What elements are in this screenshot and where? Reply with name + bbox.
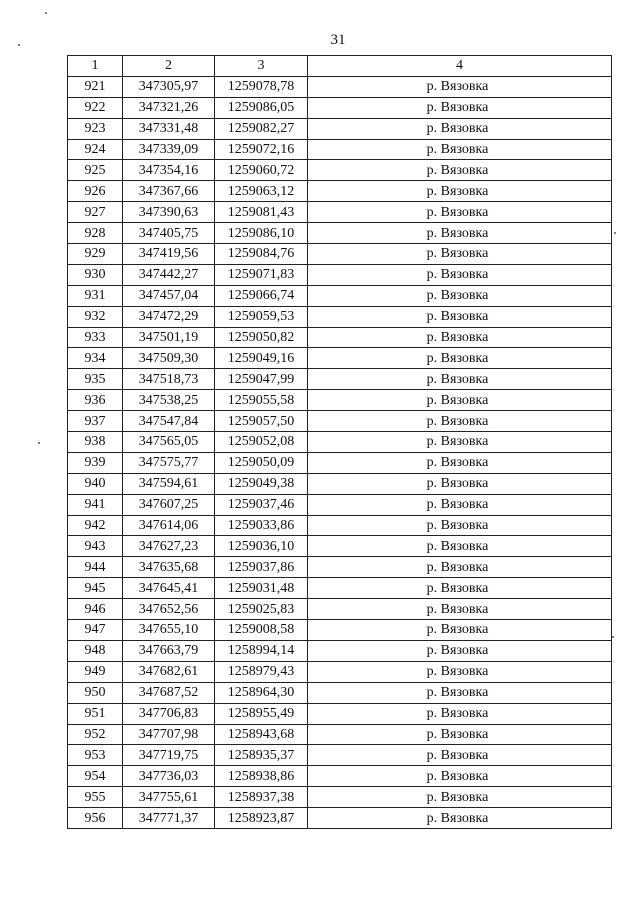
y-coordinate-cell: 1259008,58	[215, 620, 308, 641]
table-row	[68, 97, 612, 118]
table-row	[68, 787, 612, 808]
x-coordinate-cell: 347707,98	[123, 724, 215, 745]
x-coordinate-cell: 347614,06	[123, 515, 215, 536]
description-cell: р. Вязовка	[308, 181, 612, 202]
scan-speck	[612, 636, 614, 638]
point-number-cell: 923	[68, 118, 123, 139]
y-coordinate-cell: 1258964,30	[215, 682, 308, 703]
description-cell: р. Вязовка	[308, 118, 612, 139]
x-coordinate-cell: 347419,56	[123, 244, 215, 265]
x-coordinate-cell: 347575,77	[123, 452, 215, 473]
point-number-cell: 954	[68, 766, 123, 787]
point-number-cell: 951	[68, 703, 123, 724]
point-number-cell: 944	[68, 557, 123, 578]
x-coordinate-cell: 347518,73	[123, 369, 215, 390]
scan-speck	[38, 442, 40, 444]
table-row	[68, 327, 612, 348]
y-coordinate-cell: 1259033,86	[215, 515, 308, 536]
y-coordinate-cell: 1259063,12	[215, 181, 308, 202]
table-row	[68, 640, 612, 661]
y-coordinate-cell: 1258979,43	[215, 661, 308, 682]
description-cell: р. Вязовка	[308, 76, 612, 97]
y-coordinate-cell: 1259072,16	[215, 139, 308, 160]
table-row	[68, 536, 612, 557]
description-cell: р. Вязовка	[308, 808, 612, 829]
y-coordinate-cell: 1259055,58	[215, 390, 308, 411]
x-coordinate-cell: 347321,26	[123, 97, 215, 118]
page-number: 31	[330, 32, 346, 48]
point-number-cell: 939	[68, 452, 123, 473]
point-number-cell: 926	[68, 181, 123, 202]
y-coordinate-cell: 1258955,49	[215, 703, 308, 724]
point-number-cell: 929	[68, 244, 123, 265]
y-coordinate-cell: 1259049,16	[215, 348, 308, 369]
description-cell: р. Вязовка	[308, 724, 612, 745]
table-row	[68, 139, 612, 160]
description-cell: р. Вязовка	[308, 745, 612, 766]
table-header-row	[68, 56, 612, 77]
description-cell: р. Вязовка	[308, 682, 612, 703]
description-cell: р. Вязовка	[308, 578, 612, 599]
point-number-cell: 935	[68, 369, 123, 390]
description-cell: р. Вязовка	[308, 327, 612, 348]
table-row	[68, 76, 612, 97]
x-coordinate-cell: 347627,23	[123, 536, 215, 557]
point-number-cell: 953	[68, 745, 123, 766]
description-cell: р. Вязовка	[308, 766, 612, 787]
point-number-cell: 922	[68, 97, 123, 118]
description-cell: р. Вязовка	[308, 202, 612, 223]
x-coordinate-cell: 347682,61	[123, 661, 215, 682]
table-row	[68, 452, 612, 473]
point-number-cell: 924	[68, 139, 123, 160]
y-coordinate-cell: 1259082,27	[215, 118, 308, 139]
x-coordinate-cell: 347405,75	[123, 223, 215, 244]
table-row	[68, 599, 612, 620]
y-coordinate-cell: 1258943,68	[215, 724, 308, 745]
point-number-cell: 945	[68, 578, 123, 599]
table-row	[68, 411, 612, 432]
y-coordinate-cell: 1258937,38	[215, 787, 308, 808]
point-number-cell: 925	[68, 160, 123, 181]
scan-speck	[45, 12, 47, 14]
point-number-cell: 941	[68, 494, 123, 515]
table-row	[68, 181, 612, 202]
x-coordinate-cell: 347771,37	[123, 808, 215, 829]
y-coordinate-cell: 1259084,76	[215, 244, 308, 265]
description-cell: р. Вязовка	[308, 244, 612, 265]
table-row	[68, 557, 612, 578]
x-coordinate-cell: 347457,04	[123, 285, 215, 306]
x-coordinate-cell: 347736,03	[123, 766, 215, 787]
x-coordinate-cell: 347472,29	[123, 306, 215, 327]
table-row	[68, 244, 612, 265]
description-cell: р. Вязовка	[308, 787, 612, 808]
y-coordinate-cell: 1259066,74	[215, 285, 308, 306]
point-number-cell: 931	[68, 285, 123, 306]
y-coordinate-cell: 1259078,78	[215, 76, 308, 97]
table-row	[68, 432, 612, 453]
point-number-cell: 937	[68, 411, 123, 432]
x-coordinate-cell: 347339,09	[123, 139, 215, 160]
y-coordinate-cell: 1259086,10	[215, 223, 308, 244]
column-header-3: 3	[215, 56, 308, 77]
x-coordinate-cell: 347594,61	[123, 473, 215, 494]
description-cell: р. Вязовка	[308, 515, 612, 536]
x-coordinate-cell: 347607,25	[123, 494, 215, 515]
table-row	[68, 160, 612, 181]
x-coordinate-cell: 347547,84	[123, 411, 215, 432]
table-row	[68, 515, 612, 536]
point-number-cell: 948	[68, 640, 123, 661]
description-cell: р. Вязовка	[308, 369, 612, 390]
point-number-cell: 946	[68, 599, 123, 620]
x-coordinate-cell: 347706,83	[123, 703, 215, 724]
point-number-cell: 930	[68, 264, 123, 285]
x-coordinate-cell: 347645,41	[123, 578, 215, 599]
table-row	[68, 766, 612, 787]
y-coordinate-cell: 1258994,14	[215, 640, 308, 661]
description-cell: р. Вязовка	[308, 536, 612, 557]
table-body	[68, 76, 612, 828]
point-number-cell: 955	[68, 787, 123, 808]
y-coordinate-cell: 1259037,46	[215, 494, 308, 515]
y-coordinate-cell: 1259052,08	[215, 432, 308, 453]
y-coordinate-cell: 1259025,83	[215, 599, 308, 620]
description-cell: р. Вязовка	[308, 411, 612, 432]
description-cell: р. Вязовка	[308, 452, 612, 473]
point-number-cell: 943	[68, 536, 123, 557]
description-cell: р. Вязовка	[308, 160, 612, 181]
y-coordinate-cell: 1259071,83	[215, 264, 308, 285]
description-cell: р. Вязовка	[308, 223, 612, 244]
description-cell: р. Вязовка	[308, 703, 612, 724]
table-row	[68, 223, 612, 244]
y-coordinate-cell: 1259059,53	[215, 306, 308, 327]
point-number-cell: 934	[68, 348, 123, 369]
y-coordinate-cell: 1259049,38	[215, 473, 308, 494]
x-coordinate-cell: 347390,63	[123, 202, 215, 223]
x-coordinate-cell: 347305,97	[123, 76, 215, 97]
point-number-cell: 932	[68, 306, 123, 327]
y-coordinate-cell: 1258938,86	[215, 766, 308, 787]
point-number-cell: 950	[68, 682, 123, 703]
y-coordinate-cell: 1259037,86	[215, 557, 308, 578]
table-row	[68, 202, 612, 223]
y-coordinate-cell: 1259050,82	[215, 327, 308, 348]
y-coordinate-cell: 1259050,09	[215, 452, 308, 473]
point-number-cell: 921	[68, 76, 123, 97]
column-header-1: 1	[68, 56, 123, 77]
x-coordinate-cell: 347687,52	[123, 682, 215, 703]
y-coordinate-cell: 1259086,05	[215, 97, 308, 118]
table-row	[68, 306, 612, 327]
x-coordinate-cell: 347755,61	[123, 787, 215, 808]
point-number-cell: 956	[68, 808, 123, 829]
table-row	[68, 473, 612, 494]
x-coordinate-cell: 347501,19	[123, 327, 215, 348]
point-number-cell: 928	[68, 223, 123, 244]
point-number-cell: 942	[68, 515, 123, 536]
table-row	[68, 620, 612, 641]
point-number-cell: 947	[68, 620, 123, 641]
point-number-cell: 927	[68, 202, 123, 223]
y-coordinate-cell: 1259031,48	[215, 578, 308, 599]
x-coordinate-cell: 347655,10	[123, 620, 215, 641]
table-row	[68, 369, 612, 390]
description-cell: р. Вязовка	[308, 348, 612, 369]
description-cell: р. Вязовка	[308, 494, 612, 515]
table-row	[68, 348, 612, 369]
table-row	[68, 118, 612, 139]
table-row	[68, 390, 612, 411]
y-coordinate-cell: 1259036,10	[215, 536, 308, 557]
table-row	[68, 745, 612, 766]
description-cell: р. Вязовка	[308, 97, 612, 118]
x-coordinate-cell: 347719,75	[123, 745, 215, 766]
description-cell: р. Вязовка	[308, 285, 612, 306]
y-coordinate-cell: 1259057,50	[215, 411, 308, 432]
table-row	[68, 661, 612, 682]
y-coordinate-cell: 1258935,37	[215, 745, 308, 766]
point-number-cell: 938	[68, 432, 123, 453]
x-coordinate-cell: 347538,25	[123, 390, 215, 411]
table-row	[68, 808, 612, 829]
column-header-4: 4	[308, 56, 612, 77]
y-coordinate-cell: 1259047,99	[215, 369, 308, 390]
point-number-cell: 940	[68, 473, 123, 494]
table-row	[68, 578, 612, 599]
table-row	[68, 494, 612, 515]
description-cell: р. Вязовка	[308, 139, 612, 160]
description-cell: р. Вязовка	[308, 599, 612, 620]
description-cell: р. Вязовка	[308, 661, 612, 682]
description-cell: р. Вязовка	[308, 620, 612, 641]
x-coordinate-cell: 347663,79	[123, 640, 215, 661]
point-number-cell: 949	[68, 661, 123, 682]
column-header-2: 2	[123, 56, 215, 77]
table-row	[68, 724, 612, 745]
coordinates-table	[67, 55, 612, 829]
table-row	[68, 682, 612, 703]
y-coordinate-cell: 1258923,87	[215, 808, 308, 829]
point-number-cell: 936	[68, 390, 123, 411]
x-coordinate-cell: 347442,27	[123, 264, 215, 285]
table-row	[68, 264, 612, 285]
y-coordinate-cell: 1259081,43	[215, 202, 308, 223]
scan-speck	[614, 232, 616, 234]
x-coordinate-cell: 347635,68	[123, 557, 215, 578]
x-coordinate-cell: 347331,48	[123, 118, 215, 139]
x-coordinate-cell: 347652,56	[123, 599, 215, 620]
description-cell: р. Вязовка	[308, 306, 612, 327]
x-coordinate-cell: 347354,16	[123, 160, 215, 181]
description-cell: р. Вязовка	[308, 390, 612, 411]
description-cell: р. Вязовка	[308, 557, 612, 578]
x-coordinate-cell: 347565,05	[123, 432, 215, 453]
description-cell: р. Вязовка	[308, 640, 612, 661]
description-cell: р. Вязовка	[308, 473, 612, 494]
table-row	[68, 285, 612, 306]
table-row	[68, 703, 612, 724]
x-coordinate-cell: 347509,30	[123, 348, 215, 369]
description-cell: р. Вязовка	[308, 264, 612, 285]
point-number-cell: 933	[68, 327, 123, 348]
description-cell: р. Вязовка	[308, 432, 612, 453]
x-coordinate-cell: 347367,66	[123, 181, 215, 202]
y-coordinate-cell: 1259060,72	[215, 160, 308, 181]
point-number-cell: 952	[68, 724, 123, 745]
